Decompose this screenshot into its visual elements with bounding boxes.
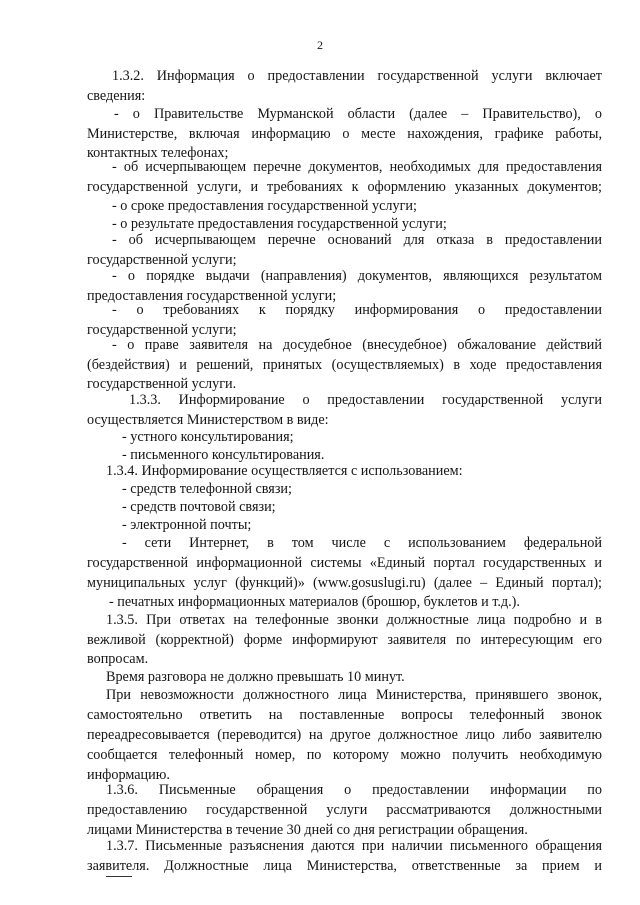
text-line-content: сведения:	[87, 88, 146, 104]
text-line-content: осуществляется Министерством в виде:	[87, 412, 329, 428]
footer-mark	[106, 876, 132, 877]
text-line-content: - о Правительстве Мурманской области (далее – Правительство), о	[114, 106, 602, 122]
text-line-content: предоставлению государственной услуги рассматриваются должностными	[87, 802, 602, 818]
text-line-content: 1.3.7. Письменные разъяснения даются при наличии письменного обращения	[106, 838, 602, 854]
text-line-content: - о порядке выдачи (направления) документов, являющихся результатом	[112, 268, 602, 284]
text-line-content: государственной услуги;	[87, 322, 237, 338]
text-line	[0, 86, 640, 106]
text-line-content: - средств почтовой связи;	[122, 499, 276, 515]
text-line	[0, 725, 640, 745]
text-line-content: - письменного консультирования.	[122, 447, 325, 463]
text-line-content: - печатных информационных материалов (брошюр, буклетов и т.д.).	[109, 594, 520, 610]
text-line-content: государственной услуги.	[87, 376, 237, 392]
text-line-content: самостоятельно ответить на поставленные вопросы телефонный звонок	[87, 707, 602, 723]
text-line	[0, 497, 640, 517]
text-line-content: 1.3.6. Письменные обращения о предоставлении информации по	[106, 782, 602, 798]
text-line	[0, 177, 640, 197]
text-line-content: - электронной почты;	[122, 517, 252, 533]
text-line-content: переадресовывается (переводится) на другое должностное лицо либо заявителю	[87, 727, 602, 743]
text-line	[0, 300, 640, 320]
text-line-content: государственной услуги;	[87, 252, 237, 268]
text-line	[0, 685, 640, 705]
text-line-content: контактных телефонах;	[87, 145, 229, 161]
text-line	[0, 533, 640, 553]
text-line-content: заявителя. Должностные лица Министерства, ответственные за прием и	[87, 858, 602, 874]
text-line-content: 1.3.5. При ответах на телефонные звонки должностные лица подробно и в	[106, 612, 602, 628]
text-line	[0, 479, 640, 499]
text-line	[0, 649, 640, 669]
text-line	[0, 230, 640, 250]
text-line-content: - об исчерпывающем перечне оснований для отказа в предоставлении	[112, 232, 602, 248]
text-line-content: Министерстве, включая информацию о месте нахождения, графике работы,	[87, 126, 602, 142]
text-line	[0, 335, 640, 355]
text-line-content: информацию.	[87, 767, 170, 783]
text-line	[0, 573, 640, 593]
text-line-content: 1.3.4. Информирование осуществляется с использованием:	[106, 463, 463, 479]
text-line	[0, 745, 640, 765]
text-line	[0, 630, 640, 650]
text-line	[0, 610, 640, 630]
text-line-content: Время разговора не должно превышать 10 минут.	[106, 669, 405, 685]
text-line	[0, 124, 640, 144]
text-line-content: - о сроке предоставления государственной услуги;	[112, 198, 417, 214]
text-line-content: - средств телефонной связи;	[122, 481, 292, 497]
text-line-content: сообщается телефонный номер, по которому можно получить необходимую	[87, 747, 602, 763]
text-line	[0, 800, 640, 820]
page-number: 2	[317, 38, 323, 52]
text-line	[0, 856, 640, 876]
text-line-content: - о требованиях к порядку информирования о предоставлении	[112, 302, 602, 318]
text-line-content: - устного консультирования;	[122, 429, 294, 445]
text-line-content: государственной услуги, и требованиях к оформлению указанных документов;	[87, 179, 602, 195]
text-line-content: предоставления государственной услуги;	[87, 288, 337, 304]
text-line-content: государственной информационной системы «Единый портал государственных и	[87, 555, 602, 571]
text-line	[0, 196, 640, 216]
text-line-content: 1.3.2. Информация о предоставлении государственной услуги включает	[112, 68, 602, 84]
text-line	[0, 355, 640, 375]
text-line-content: вежливой (корректной) форме информируют заявителя по интересующим его	[87, 632, 602, 648]
text-line-content: При невозможности должностного лица Министерства, принявшего звонок,	[106, 687, 602, 703]
text-line-content: - о праве заявителя на досудебное (внесудебное) обжалование действий	[112, 337, 602, 353]
text-line-content: - сети Интернет, в том числе с использованием федеральной	[122, 535, 602, 551]
text-line	[0, 515, 640, 535]
text-line	[0, 553, 640, 573]
text-line	[0, 705, 640, 725]
text-line	[0, 836, 640, 856]
text-line	[0, 104, 640, 124]
text-line-content: вопросам.	[87, 651, 149, 667]
text-line-content: муниципальных услуг (функций)» (www.gosuslugi.ru) (далее – Единый портал);	[87, 575, 602, 591]
text-line-content: 1.3.3. Информирование о предоставлении государственной услуги	[129, 392, 602, 408]
text-line	[0, 157, 640, 177]
text-line	[0, 780, 640, 800]
text-line-content: - об исчерпывающем перечне документов, необходимых для предоставления	[112, 159, 602, 175]
text-line-content: лицами Министерства в течение 30 дней со дня регистрации обращения.	[87, 822, 528, 838]
text-line	[0, 461, 640, 481]
text-line	[0, 427, 640, 447]
text-line	[0, 667, 640, 687]
text-line	[0, 390, 640, 410]
text-line-content: (бездействия) и решений, принятых (осуществляемых) в ходе предоставления	[87, 357, 602, 373]
text-line	[0, 592, 640, 612]
text-line	[0, 266, 640, 286]
text-line	[0, 66, 640, 86]
text-line-content: - о результате предоставления государственной услуги;	[112, 216, 447, 232]
